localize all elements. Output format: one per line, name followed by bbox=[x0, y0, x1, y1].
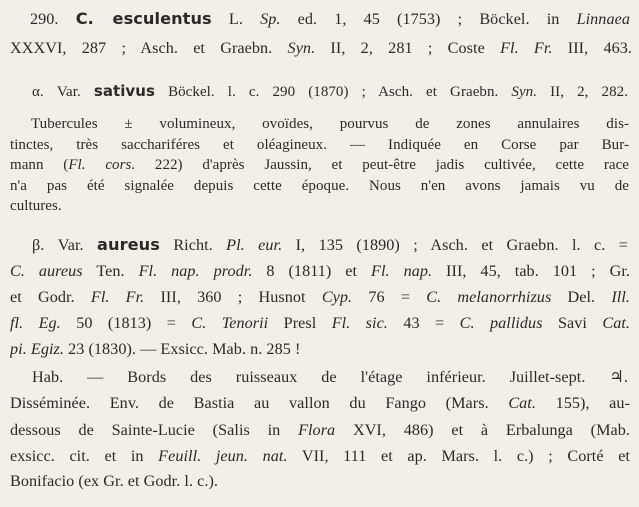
citation-title: Fl. sic. bbox=[331, 314, 388, 332]
habitat-line-1: Hab. — Bords des ruisseaux de l'étage inférieur. Juillet-sept. ♃. bbox=[32, 368, 628, 386]
text-span: 76 = bbox=[352, 288, 427, 306]
desc-alpha-line-1: Tubercules ± volumineux, ovoïdes, pourvus de zones annulaires dis- bbox=[31, 116, 629, 132]
var-beta-line-2 bbox=[10, 260, 630, 282]
citation-title: Cat. bbox=[508, 394, 536, 412]
habitat-line-2 bbox=[10, 392, 630, 414]
var-beta-line-4 bbox=[10, 312, 630, 334]
citation-title: Ill. bbox=[611, 288, 630, 306]
text-span: exsicc. cit. et in bbox=[10, 447, 159, 465]
text-span: 50 (1813) = bbox=[60, 314, 192, 332]
text-span: Savi bbox=[542, 314, 603, 332]
text-span: VII, 111 et ap. Mars. l. c.) ; Corté et bbox=[287, 447, 630, 465]
text-span: III, 360 ; Husnot bbox=[144, 288, 322, 306]
text-span: 155), au- bbox=[535, 394, 630, 412]
text-span: Var. bbox=[43, 84, 94, 100]
text-span: Presl bbox=[268, 314, 332, 332]
var-beta-line-1 bbox=[32, 234, 628, 256]
text-span: XXXVI, 287 ; Asch. et Graebn. bbox=[10, 39, 288, 57]
citation-title: Cyp. bbox=[321, 288, 353, 306]
text-span: Del. bbox=[551, 288, 612, 306]
taxon-name: C. melanorrhizus bbox=[426, 288, 552, 306]
var-alpha-heading bbox=[32, 81, 628, 101]
desc-alpha-line-3 bbox=[10, 155, 629, 175]
text-span: et Godr. bbox=[10, 288, 91, 306]
citation-title: Feuill. jeun. nat. bbox=[158, 447, 288, 465]
variety-name: aureus bbox=[97, 235, 160, 254]
text-span: dessous de Sainte-Lucie (Salis in bbox=[10, 421, 299, 439]
citation-title: fl. Eg. bbox=[10, 314, 61, 332]
text-span: Richt. bbox=[159, 236, 227, 254]
citation-title: Fl. Fr. bbox=[90, 288, 145, 306]
text-span: Var. bbox=[44, 236, 98, 254]
text-span: Disséminée. Env. de Bastia au vallon du Fango (Mars. bbox=[10, 394, 509, 412]
entry-290-line-1 bbox=[30, 8, 630, 30]
text-span: III, 45, tab. 101 ; Gr. bbox=[432, 262, 630, 280]
variety-marker: α. bbox=[32, 84, 44, 100]
text-span: 23 (1830). — Exsicc. Mab. n. 285 ! bbox=[63, 340, 301, 358]
text-span: XVI, 486) et à Erbalunga (Mab. bbox=[335, 421, 630, 439]
taxon-name: C. aureus bbox=[10, 262, 83, 280]
citation-title: Syn. bbox=[287, 39, 316, 57]
text-span: II, 2, 282. bbox=[537, 84, 628, 100]
citation-title: Cat. bbox=[602, 314, 630, 332]
desc-alpha-line-2: tinctes, très sacchariféres et oléagineux. — Indiquée en Corse par Bur- bbox=[10, 137, 629, 153]
entry-290-line-2 bbox=[10, 37, 632, 59]
desc-alpha-line-5: cultures. bbox=[10, 198, 62, 214]
variety-marker: β. bbox=[32, 236, 45, 254]
habitat-line-5: Bonifacio (ex Gr. et Godr. l. c.). bbox=[10, 472, 219, 490]
citation-title: Fl. nap. bbox=[371, 262, 433, 280]
desc-alpha-line-4: n'a pas été signalée depuis cette époque. Nous n'en avons jamais vu de bbox=[10, 178, 629, 194]
citation-title: Linnaea bbox=[576, 10, 630, 28]
text-span: Böckel. l. c. 290 (1870) ; Asch. et Graebn. bbox=[154, 84, 512, 100]
text-span: 8 (1811) et bbox=[252, 262, 372, 280]
text-span: ed. 1, 45 (1753) ; Böckel. in bbox=[280, 10, 577, 28]
habitat-line-4 bbox=[10, 445, 630, 467]
citation-title: Flora bbox=[298, 421, 336, 439]
citation-title: Fl. Fr. bbox=[500, 39, 553, 57]
text-span: 43 = bbox=[387, 314, 460, 332]
var-beta-line-5 bbox=[10, 338, 300, 360]
citation-title: Sp. bbox=[260, 10, 281, 28]
var-beta-line-3 bbox=[10, 286, 630, 308]
text-span: Ten. bbox=[82, 262, 139, 280]
text-span: III, 463. bbox=[552, 39, 632, 57]
taxon-name: C. pallidus bbox=[459, 314, 543, 332]
citation-title: Pl. eur. bbox=[226, 236, 283, 254]
citation-title: Fl. cors. bbox=[68, 157, 136, 173]
citation-title: Fl. nap. prodr. bbox=[138, 262, 253, 280]
citation-title: Syn. bbox=[511, 84, 538, 100]
entry-number: 290. bbox=[30, 10, 59, 28]
text-span: L. bbox=[211, 10, 261, 28]
habitat-line-3 bbox=[10, 419, 630, 441]
species-name: C. esculentus bbox=[75, 9, 212, 28]
taxon-name: C. Tenorii bbox=[191, 314, 269, 332]
citation-title: pi. Egiz. bbox=[10, 340, 64, 358]
text-span: 222) d'après Jaussin, et peut-être jadis cultivée, cette race bbox=[135, 157, 629, 173]
variety-name: sativus bbox=[93, 82, 155, 100]
text-span: mann ( bbox=[10, 157, 69, 173]
text-span: II, 2, 281 ; Coste bbox=[315, 39, 501, 57]
text-span: I, 135 (1890) ; Asch. et Graebn. l. c. = bbox=[282, 236, 628, 254]
